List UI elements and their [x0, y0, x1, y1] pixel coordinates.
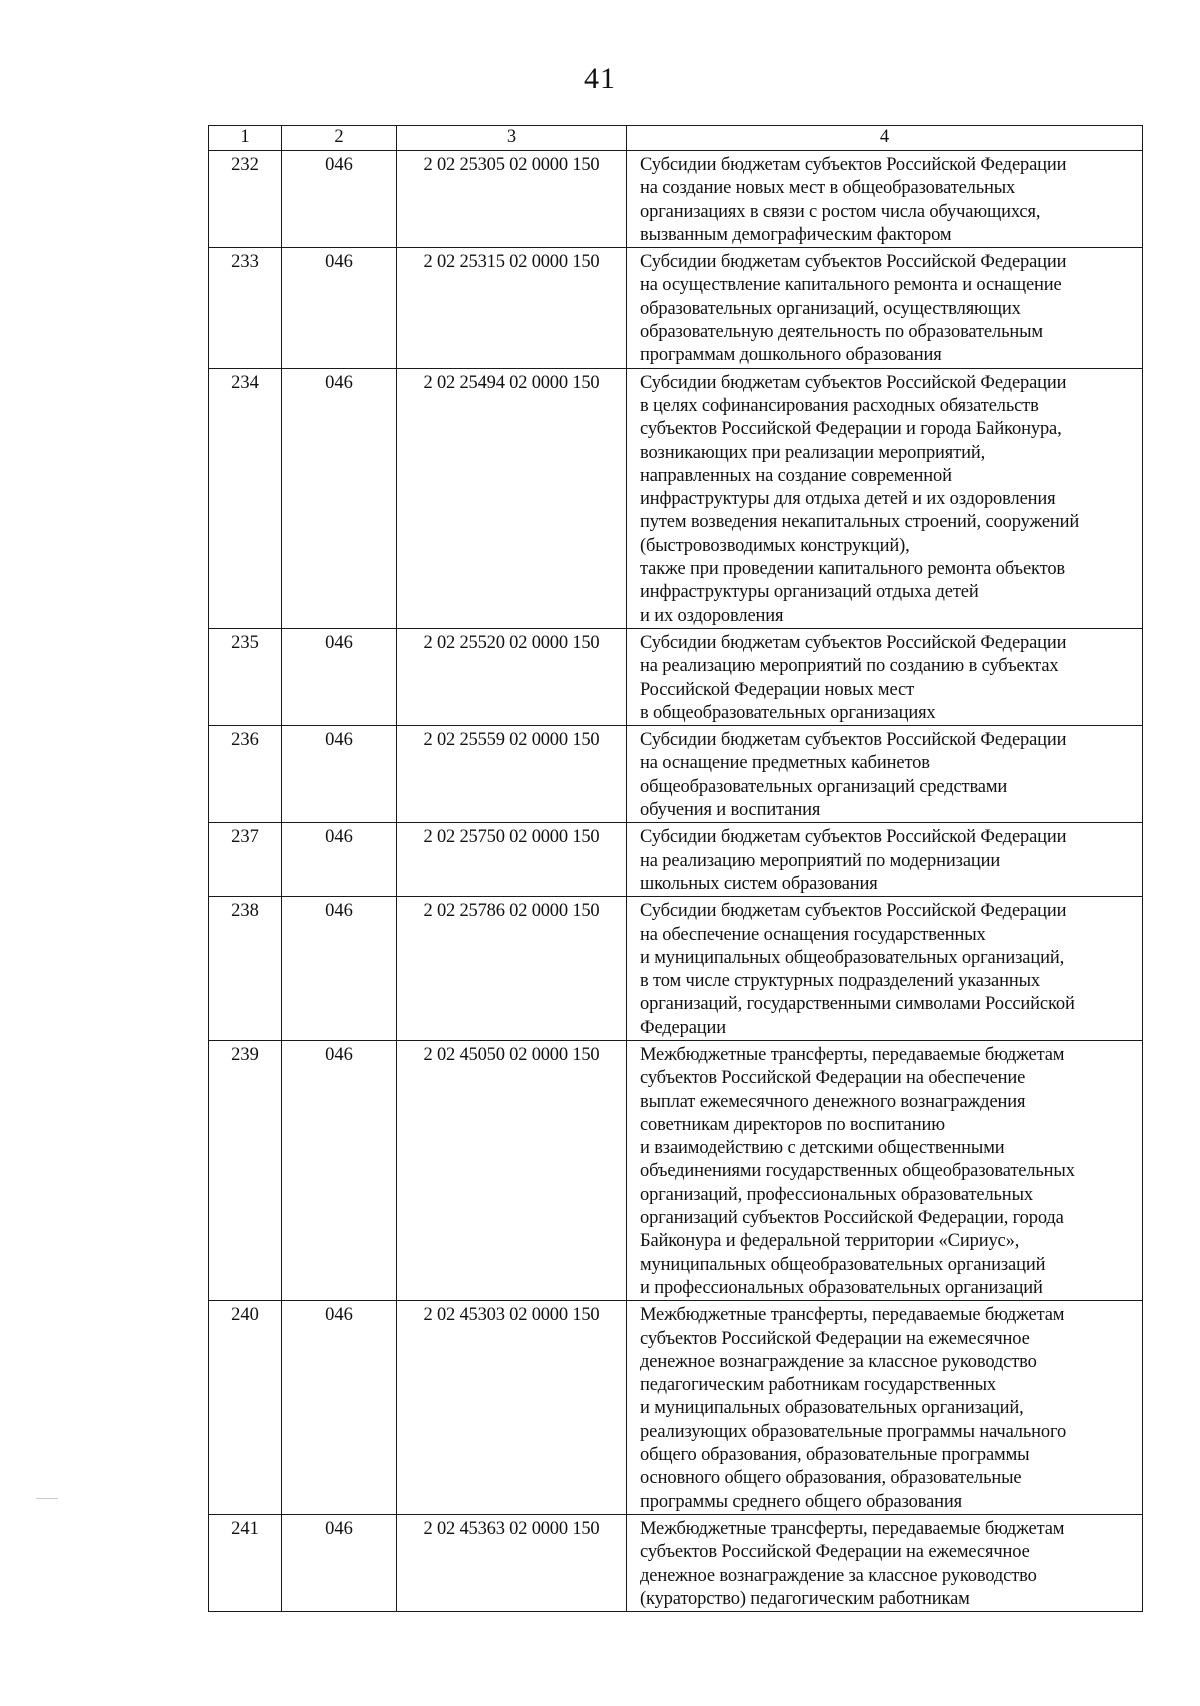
description-line: организаций, государственными символами Российской	[640, 994, 1075, 1015]
admin-code-cell: 046	[282, 248, 397, 368]
description-line: Федерации	[640, 1017, 727, 1038]
description-line: Межбюджетные трансферты, передаваемые бюджетам	[640, 1305, 1065, 1326]
description-text	[627, 897, 1142, 1040]
description-line: образовательную деятельность по образовательным	[640, 322, 1043, 343]
description-line: и их оздоровления	[640, 605, 784, 626]
description-line: организациях в связи с ростом числа обучающихся,	[640, 201, 1041, 222]
description-line: организаций, профессиональных образовательных	[640, 1184, 1033, 1205]
description-cell	[627, 151, 1143, 248]
description-cell	[627, 1301, 1143, 1515]
admin-code-cell: 046	[282, 726, 397, 823]
description-text	[627, 1041, 1142, 1300]
row-number-cell: 234	[209, 368, 282, 628]
row-number-cell: 236	[209, 726, 282, 823]
table-row	[209, 628, 1143, 725]
admin-code-cell: 046	[282, 1301, 397, 1515]
description-line: в общеобразовательных организациях	[640, 702, 936, 723]
table-header-row	[209, 126, 1143, 151]
description-line: инфраструктуры организаций отдыха детей	[640, 582, 979, 603]
description-line: и муниципальных образовательных организаций,	[640, 1398, 1024, 1419]
description-line: общего образования, образовательные программы	[640, 1445, 1030, 1466]
description-cell	[627, 368, 1143, 628]
column-header-4: 4	[627, 126, 1143, 151]
description-line: организаций субъектов Российской Федерации, города	[640, 1208, 1064, 1229]
description-text	[627, 726, 1142, 822]
description-line: Субсидии бюджетам субъектов Российской Федерации	[640, 632, 1067, 653]
description-text	[627, 823, 1142, 896]
description-line: муниципальных общеобразовательных организаций	[640, 1254, 1046, 1275]
description-line: Субсидии бюджетам субъектов Российской Федерации	[640, 372, 1067, 393]
row-number-cell: 232	[209, 151, 282, 248]
description-line: Российской Федерации новых мест	[640, 679, 915, 700]
description-line: вызванным демографическим фактором	[640, 224, 952, 245]
description-line: Субсидии бюджетам субъектов Российской Федерации	[640, 827, 1067, 848]
description-line: денежное вознаграждение за классное руководство	[640, 1565, 1037, 1586]
description-line: объединениями государственных общеобразовательных	[640, 1161, 1075, 1182]
description-text	[627, 248, 1142, 367]
row-number-cell: 235	[209, 628, 282, 725]
description-line: педагогическим работникам государственных	[640, 1375, 997, 1396]
table-row	[209, 248, 1143, 368]
table-row	[209, 726, 1143, 823]
description-line: Субсидии бюджетам субъектов Российской Федерации	[640, 730, 1067, 751]
description-line: на обеспечение оснащения государственных	[640, 924, 986, 945]
description-line: на создание новых мест в общеобразовательных	[640, 178, 1016, 199]
admin-code-cell: 046	[282, 897, 397, 1041]
table-row	[209, 151, 1143, 248]
description-line: направленных на создание современной	[640, 465, 952, 486]
row-number-cell: 237	[209, 823, 282, 897]
description-line: субъектов Российской Федерации и города Байконура,	[640, 419, 1062, 440]
description-line: и муниципальных общеобразовательных организаций,	[640, 947, 1065, 968]
description-line: Субсидии бюджетам субъектов Российской Федерации	[640, 901, 1067, 922]
column-header-2: 2	[282, 126, 397, 151]
column-header-3: 3	[397, 126, 627, 151]
budget-code-cell: 2 02 25305 02 0000 150	[397, 151, 627, 248]
table-row	[209, 1514, 1143, 1611]
table-row	[209, 823, 1143, 897]
description-cell	[627, 823, 1143, 897]
description-line: основного общего образования, образовательные	[640, 1468, 1022, 1489]
description-text	[627, 1301, 1142, 1514]
admin-code-cell: 046	[282, 823, 397, 897]
admin-code-cell: 046	[282, 1040, 397, 1300]
description-cell	[627, 1514, 1143, 1611]
description-line: субъектов Российской Федерации на ежемесячное	[640, 1328, 1030, 1349]
description-line: субъектов Российской Федерации на ежемесячное	[640, 1542, 1030, 1563]
description-line: инфраструктуры для отдыха детей и их оздоровления	[640, 489, 1056, 510]
description-line: путем возведения некапитальных строений, сооружений	[640, 512, 1080, 533]
budget-code-cell: 2 02 25520 02 0000 150	[397, 628, 627, 725]
admin-code-cell: 046	[282, 628, 397, 725]
budget-code-cell: 2 02 25786 02 0000 150	[397, 897, 627, 1041]
description-line: программы среднего общего образования	[640, 1491, 963, 1512]
description-line: школьных систем образования	[640, 873, 878, 894]
budget-code-cell: 2 02 45363 02 0000 150	[397, 1514, 627, 1611]
description-line: денежное вознаграждение за классное руководство	[640, 1351, 1037, 1372]
description-line: (кураторство) педагогическим работникам	[640, 1588, 970, 1609]
description-line: также при проведении капитального ремонта объектов	[640, 559, 1066, 580]
column-header-1: 1	[209, 126, 282, 151]
row-number-cell: 238	[209, 897, 282, 1041]
description-text	[627, 629, 1142, 725]
budget-code-cell: 2 02 45303 02 0000 150	[397, 1301, 627, 1515]
description-line: общеобразовательных организаций средствами	[640, 776, 1008, 797]
description-line: и профессиональных образовательных организаций	[640, 1277, 1043, 1298]
description-line: Субсидии бюджетам субъектов Российской Федерации	[640, 252, 1067, 273]
description-line: советникам директоров по воспитанию	[640, 1114, 945, 1135]
description-line: возникающих при реализации мероприятий,	[640, 442, 986, 463]
admin-code-cell: 046	[282, 368, 397, 628]
description-text	[627, 151, 1142, 247]
budget-code-cell: 2 02 25494 02 0000 150	[397, 368, 627, 628]
description-text	[627, 369, 1142, 628]
description-line: реализующих образовательные программы начального	[640, 1421, 1067, 1442]
table-row	[209, 1301, 1143, 1515]
description-cell	[627, 628, 1143, 725]
row-number-cell: 233	[209, 248, 282, 368]
budget-code-cell: 2 02 25559 02 0000 150	[397, 726, 627, 823]
description-line: на реализацию мероприятий по модернизации	[640, 850, 1001, 871]
description-line: на оснащение предметных кабинетов	[640, 753, 930, 774]
description-line: в целях софинансирования расходных обязательств	[640, 395, 1039, 416]
description-line: Межбюджетные трансферты, передаваемые бюджетам	[640, 1518, 1065, 1539]
description-line: Байконура и федеральной территории «Сириус»,	[640, 1231, 1020, 1252]
description-line: обучения и воспитания	[640, 800, 821, 821]
description-line: субъектов Российской Федерации на обеспечение	[640, 1068, 1026, 1089]
budget-code-cell: 2 02 25315 02 0000 150	[397, 248, 627, 368]
scan-margin-mark	[36, 1498, 58, 1499]
description-line: на реализацию мероприятий по созданию в субъектах	[640, 656, 1059, 677]
table-row	[209, 368, 1143, 628]
row-number-cell: 239	[209, 1040, 282, 1300]
table-body	[209, 151, 1143, 1612]
description-line: программам дошкольного образования	[640, 345, 942, 366]
description-line: Субсидии бюджетам субъектов Российской Федерации	[640, 155, 1067, 175]
admin-code-cell: 046	[282, 1514, 397, 1611]
row-number-cell: 240	[209, 1301, 282, 1515]
description-cell	[627, 1040, 1143, 1300]
description-cell	[627, 726, 1143, 823]
table-row	[209, 1040, 1143, 1300]
description-line: (быстровозводимых конструкций),	[640, 535, 910, 556]
description-cell	[627, 897, 1143, 1041]
row-number-cell: 241	[209, 1514, 282, 1611]
description-cell	[627, 248, 1143, 368]
description-text	[627, 1515, 1142, 1611]
description-line: в том числе структурных подразделений указанных	[640, 971, 1040, 992]
description-line: Межбюджетные трансферты, передаваемые бюджетам	[640, 1044, 1065, 1065]
description-line: образовательных организаций, осуществляющих	[640, 298, 1021, 319]
table-row	[209, 897, 1143, 1041]
admin-code-cell: 046	[282, 151, 397, 248]
description-line: на осуществление капитального ремонта и оснащение	[640, 275, 1062, 296]
description-line: выплат ежемесячного денежного вознаграждения	[640, 1091, 1026, 1112]
description-line: и взаимодействию с детскими общественными	[640, 1138, 1005, 1159]
budget-code-cell: 2 02 25750 02 0000 150	[397, 823, 627, 897]
budget-code-cell: 2 02 45050 02 0000 150	[397, 1040, 627, 1300]
budget-codes-table	[208, 125, 1143, 1612]
page-number: 41	[584, 62, 616, 95]
